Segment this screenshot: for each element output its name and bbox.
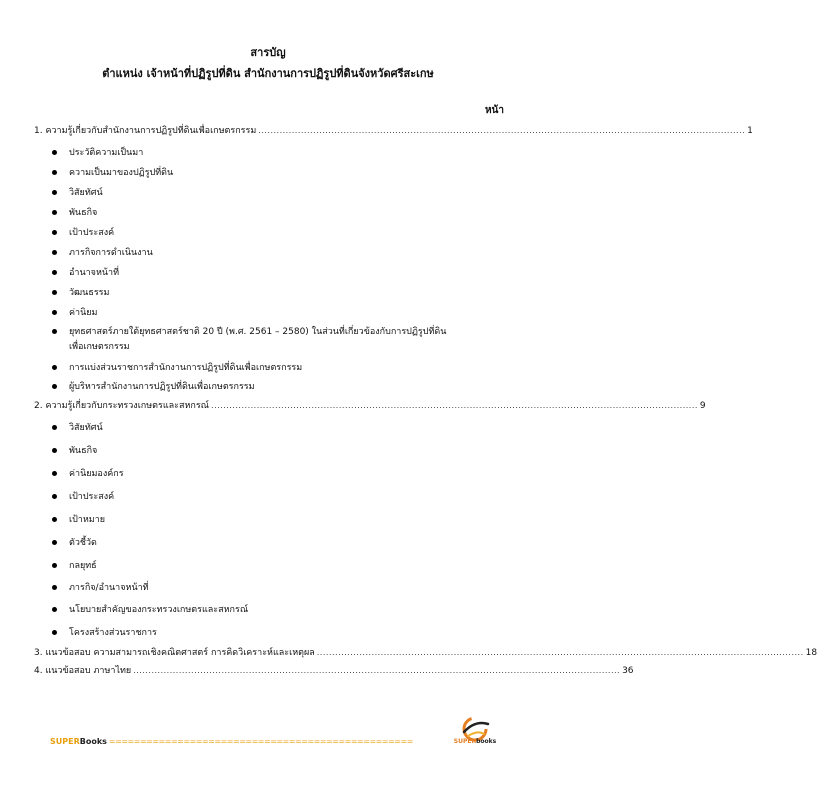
bullet-icon [52, 607, 57, 612]
bullet-icon [52, 150, 57, 155]
toc-item: ตัวชี้วัด [52, 536, 502, 550]
page-column-heading: หน้า [484, 105, 504, 116]
toc-subtitle: ตำแหน่ง เจ้าหน้าที่ปฏิรูปที่ดิน สำนักงานการปฏิรูปที่ดินจังหวัดศรีสะเกษ [102, 67, 434, 80]
footer-brand-books: Books [79, 736, 107, 746]
footer-rule: ================================================= [108, 736, 413, 746]
bullet-icon [52, 210, 57, 215]
bullet-icon [52, 384, 57, 389]
toc-section-2 [34, 399, 706, 413]
toc-item: ภารกิจการดำเนินงาน [52, 246, 502, 260]
section-page: 9 [699, 401, 706, 411]
toc-section-4 [34, 664, 634, 678]
toc-item: เป้าหมาย [52, 513, 502, 527]
toc-item: พันธกิจ [52, 206, 502, 220]
superbooks-swoosh-icon [450, 712, 500, 752]
toc-item: อำนาจหน้าที่ [52, 266, 502, 280]
section-label: 2. ความรู้เกี่ยวกับกระทรวงเกษตรและสหกรณ์ [34, 401, 210, 411]
dot-leader: ................................................................................................................................................................ [211, 401, 698, 410]
toc-item: เป้าประสงค์ [52, 490, 502, 504]
section-label: 3. แนวข้อสอบ ความสามารถเชิงคณิตศาสตร์ การคิดวิเคราะห์และเหตุผล [34, 648, 315, 658]
bullet-icon [52, 230, 57, 235]
toc-item: วัฒนธรรม [52, 286, 502, 300]
section-page: 36 [622, 666, 634, 676]
section-page: 18 [805, 648, 817, 658]
footer-brand-super: SUPER [50, 736, 80, 746]
bullet-icon [52, 270, 57, 275]
dot-leader: ................................................................................................................................................................ [133, 666, 621, 675]
toc-item: ค่านิยมองค์กร [52, 467, 502, 481]
toc-item: ภารกิจ/อำนาจหน้าที่ [52, 581, 502, 595]
bullet-icon [52, 471, 57, 476]
section-label: 4. แนวข้อสอบ ภาษาไทย [34, 666, 132, 676]
bullet-icon [52, 585, 57, 590]
toc-item: ความเป็นมาของปฏิรูปที่ดิน [52, 166, 502, 180]
bullet-icon [52, 517, 57, 522]
logo-super: SUPER [453, 738, 477, 745]
toc-item: ค่านิยม [52, 306, 502, 320]
toc-section-3 [34, 646, 817, 660]
toc-item: กลยุทธ์ [52, 559, 502, 573]
toc-item: เป้าประสงค์ [52, 226, 502, 240]
bullet-icon [52, 494, 57, 499]
dot-leader: ................................................................................................................................................................ [258, 126, 746, 135]
section-page: 1 [747, 126, 753, 136]
bullet-icon [52, 540, 57, 545]
bullet-icon [52, 563, 57, 568]
bullet-icon [52, 365, 57, 370]
dot-leader: ................................................................................................................................................................ [316, 648, 804, 657]
logo-books: books [476, 738, 497, 745]
toc-item: นโยบายสำคัญของกระทรวงเกษตรและสหกรณ์ [52, 603, 502, 617]
logo-wordmark [450, 738, 500, 745]
toc-section-1 [34, 124, 753, 138]
bullet-icon [52, 425, 57, 430]
bullet-icon [52, 290, 57, 295]
bullet-icon [52, 170, 57, 175]
toc-item: วิสัยทัศน์ [52, 421, 502, 435]
toc-item-continuation: เพื่อเกษตรกรรม [69, 342, 130, 352]
toc-item: ยุทธศาสตร์ภายใต้ยุทธศาสตร์ชาติ 20 ปี (พ.ศ. 2561 – 2580) ในส่วนที่เกี่ยวข้องกับการปฏิรูปที่ดิน [52, 325, 502, 339]
bullet-icon [52, 630, 57, 635]
bullet-icon [52, 310, 57, 315]
bullet-icon [52, 448, 57, 453]
footer-brand [50, 734, 450, 748]
section-label: 1. ความรู้เกี่ยวกับสำนักงานการปฏิรูปที่ดินเพื่อเกษตรกรรม [34, 126, 257, 136]
bullet-icon [52, 250, 57, 255]
toc-item: โครงสร้างส่วนราชการ [52, 626, 502, 640]
toc-item: พันธกิจ [52, 444, 502, 458]
toc-item: การแบ่งส่วนราชการสำนักงานการปฏิรูปที่ดินเพื่อเกษตรกรรม [52, 361, 502, 375]
toc-title: สารบัญ [250, 46, 286, 59]
toc-item: ผู้บริหารสำนักงานการปฏิรูปที่ดินเพื่อเกษตรกรรม [52, 380, 502, 394]
bullet-icon [52, 329, 57, 334]
toc-item: ประวัติความเป็นมา [52, 146, 502, 160]
toc-item: วิสัยทัศน์ [52, 186, 502, 200]
bullet-icon [52, 190, 57, 195]
